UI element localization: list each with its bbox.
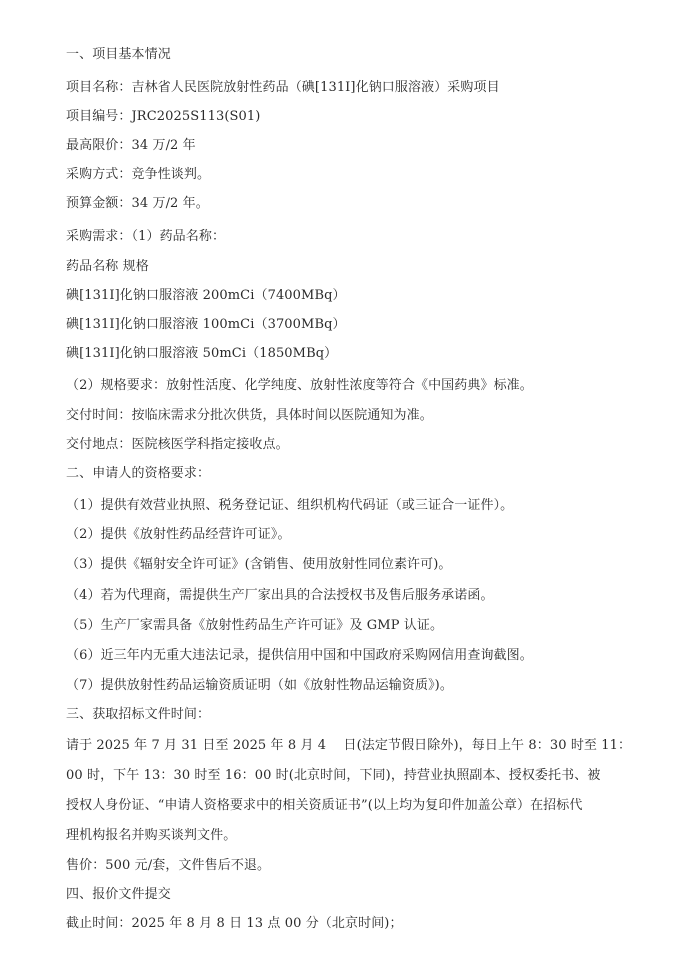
procurement-method-line: 采购方式：竞争性谈判。 (66, 167, 211, 182)
qualification-item-5: （5）生产厂家需具备《放射性药品生产许可证》及 GMP 认证。 (66, 618, 444, 633)
qualification-item-7: （7）提供放射性药品运输资质证明（如《放射性物品运输资质》)。 (66, 678, 453, 693)
qualification-item-1: （1）提供有效营业执照、税务登记证、组织机构代码证（或三证合一证件）。 (66, 498, 514, 513)
project-name-line: 项目名称：吉林省人民医院放射性药品（碘[131I]化钠口服溶液）采购项目 (66, 80, 500, 95)
qualification-item-4: （4）若为代理商，需提供生产厂家出具的合法授权书及售后服务承诺函。 (66, 588, 494, 603)
budget-line: 预算金额：34 万/2 年。 (66, 196, 209, 211)
document-time-paragraph-line-1: 请于 2025 年 7 月 31 日至 2025 年 8 月 4 日(法定节假日除外)，每日上午 8：30 时至 11： (66, 738, 632, 753)
deadline-line: 截止时间：2025 年 8 月 8 日 13 点 00 分（北京时间)； (66, 916, 403, 931)
delivery-time-line: 交付时间：按临床需求分批次供货，具体时间以医院通知为准。 (66, 408, 433, 423)
document-time-paragraph-line-2: 00 时，下午 13：30 时至 16：00 时(北京时间，下同)，持营业执照副本、授权委托书、被 (66, 768, 601, 783)
qualification-item-2: （2）提供《放射性药品经营许可证》。 (66, 527, 291, 542)
document-time-paragraph-line-3: 授权人身份证、“申请人资格要求中的相关资质证书”(以上均为复印件加盖公章）在招标代 (66, 798, 583, 813)
section-heading-qualifications: 二、申请人的资格要求： (66, 466, 211, 481)
section-heading-basic-info: 一、项目基本情况 (66, 47, 171, 62)
delivery-location-line: 交付地点：医院核医学科指定接收点。 (66, 437, 289, 452)
section-heading-quote-submission: 四、报价文件提交 (66, 887, 171, 902)
requirements-line: 采购需求：（1）药品名称： (66, 229, 226, 244)
qualification-item-3: （3）提供《辐射安全许可证》(含销售、使用放射性同位素许可)。 (66, 557, 452, 572)
section-heading-document-time: 三、获取招标文件时间： (66, 707, 211, 722)
project-number-line: 项目编号：JRC2025S113(S01) (66, 109, 261, 124)
price-line: 售价：500 元/套，文件售后不退。 (66, 858, 271, 873)
drug-item-50mci: 碘[131I]化钠口服溶液 50mCi（1850MBq） (66, 346, 338, 361)
drug-item-100mci: 碘[131I]化钠口服溶液 100mCi（3700MBq） (66, 317, 346, 332)
drug-item-200mci: 碘[131I]化钠口服溶液 200mCi（7400MBq） (66, 288, 346, 303)
drug-table-header: 药品名称 规格 (66, 259, 149, 274)
qualification-item-6: （6）近三年内无重大违法记录，提供信用中国和中国政府采购网信用查询截图。 (66, 648, 533, 663)
document-time-paragraph-line-4: 理机构报名并购买谈判文件。 (66, 828, 237, 843)
spec-requirements-line: （2）规格要求：放射性活度、化学纯度、放射性浓度等符合《中国药典》标准。 (66, 378, 533, 393)
max-price-line: 最高限价：34 万/2 年 (66, 138, 196, 153)
